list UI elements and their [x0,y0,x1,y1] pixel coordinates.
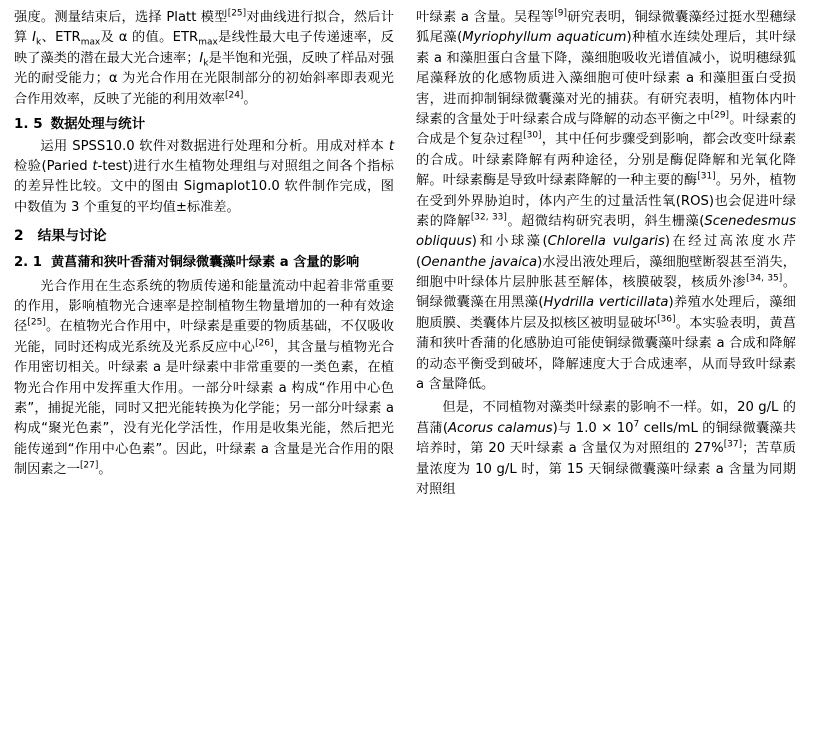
section-title: 结果与讨论 [37,228,107,245]
section-number: 2 [14,228,24,245]
para-species-differences: 但是，不同植物对藻类叶绿素的影响不一样。如，20 g/L 的菖蒲(Acorus calamus)与 $1.0 \times 10^7$ cells/mL 的铜绿微囊藻共培养时，第 20 天叶绿素 a 含量仅为对照组的 27%[37]；苦草质量浓度为 10 g/L 时，第 15 天铜绿微囊藻叶绿素 a 含量为同期对照组 [416,400,796,497]
right-column [416,8,796,727]
para-photosynthesis-role: 光合作用在生态系统的物质传递和能量流动中起着非常重要的作用，影响植物光合速率是控制植物生物量增加的一种有效途径[25]。在植物光合作用中，叶绿素是重要的物质基础，不仅吸收光能，同时还构成光系统及光系反应中心[26]，其含量与植物光合作用密切相关。叶绿素 a 是叶绿素中非常重要的一类色素，在植物光合作用中发挥重大作用。一部分叶绿素 a 构成“作用中心色素”，捕捉光能，同时又把光能转换为化学能；另一部分叶绿素 a 构成“聚光色素”，没有光化学活性，作用是收集光能，然后把光能传递到“作用中心色素”。因此，叶绿素 a 含量是光合作用的限制因素之一[27]。 [14,278,395,478]
section-heading-2 [14,225,394,247]
para-platt-model: 强度。测量结束后，选择 Platt 模型[25]对曲线进行拟合，然后计算 $I_k$、$ETR_{max}$及 α 的值。$ETR_{max}$是线性最大电子传递速率，反映了藻类的潜在最大光合速率；$I_k$是半饱和光强，反映了样品对强光的耐受能力；α 为光合作用在光限制部分的初始斜率即表观光合作用效率，反映了光能的利用效率[24]。 [14,8,395,107]
para-chlorophyll-content: 叶绿素 a 含量。吴程等[9]研究表明，铜绿微囊藻经过挺水型穗绿狐尾藻(Myriophyllum aquaticum)种植水连续处理后，其叶绿素 a 和藻胆蛋白含量下降，藻细胞吸收光谱值减小，说明穗绿狐尾藻释放的化感物质进入藻细胞可使叶绿素 a 和藻胆蛋白受损害，进而抑制铜绿微囊藻对光的捕获。有研究表明，植物体内叶绿素的含量处于叶绿素合成与降解的动态平衡之中[29]。叶绿素的合成是个复杂过程[30]，其中任何步骤受到影响，都会改变叶绿素的合成。叶绿素降解有两种途径，分别是酶促降解和光氧化降解。叶绿素酶是导致叶绿素降解的一种主要的酶[31]。另外，植物在受到外界胁迫时，体内产生的过量活性氧(ROS)也会促进叶绿素的降解[32, 33]。超微结构研究表明，斜生栅藻(Scenedesmus obliquus)和小球藻(Chlorella vulgaris)在经过高浓度水芹(Oenanthe javaica)水浸出液处理后，藻细胞壁断裂甚至消失，细胞中叶绿体片层肿胀甚至解体，核膜破裂，核质外渗[34, 35]。 铜绿微囊藻在用黑藻(Hydrilla verticillata)养殖水处理后，藻细胞质膜、类囊体片层及拟核区被明显破坏[36]。本实验表明，黄菖蒲和狭叶香蒲的化感胁迫可能使铜绿微囊藻叶绿素 a 合成和降解的动态平衡受到破坏，降解速度大于合成速率，从而导致叶绿素 a 含量降低。 [416,8,797,393]
section-title: 数据处理与统计 [50,115,146,132]
section-heading-1-5 [14,114,394,136]
section-number: 2. 1 [14,255,42,271]
para-statistics: 运用 SPSS10.0 软件对数据进行处理和分析。用成对样本 t 检验(Paried t-test)进行水生植物处理组与对照组之间各个指标的差异性比较。文中的图由 Sigmaplot10.0 软件制作完成，图中数值为 3 个重复的平均值±标准差。 [14,138,394,215]
two-column-layout [14,8,802,727]
section-number: 1. 5 [14,115,43,132]
section-heading-2-1 [14,253,394,273]
left-column [14,8,394,727]
section-title: 黄菖蒲和狭叶香蒲对铜绿微囊藻叶绿素 a 含量的影响 [50,255,360,271]
